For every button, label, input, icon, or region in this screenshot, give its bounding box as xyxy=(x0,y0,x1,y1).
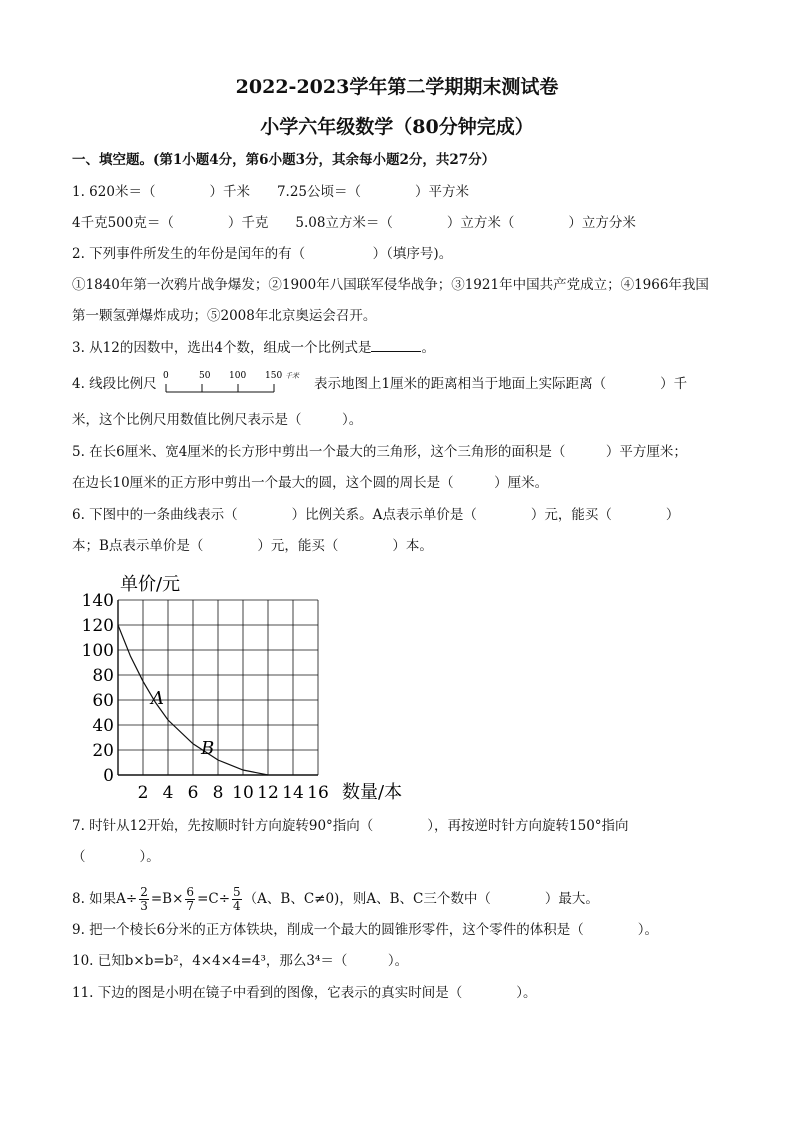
section-heading: 一、填空题。(第1小题4分，第6小题3分，其余每小题2分，共27分） xyxy=(72,152,496,168)
y-tick-label: 100 xyxy=(81,641,114,661)
scale-label-150: 150 xyxy=(265,371,283,381)
y-tick-label: 60 xyxy=(92,691,114,711)
x-tick-label: 10 xyxy=(232,783,254,803)
scale-label-0: 0 xyxy=(163,371,169,381)
page-subtitle: 小学六年级数学（80分钟完成） xyxy=(260,116,534,138)
x-tick-label: 6 xyxy=(187,783,199,803)
point-labels xyxy=(149,688,214,759)
question-7-line-1: 7. 时针从12开始，先按顺时针方向旋转90°指向（ ），再按逆时针方向旋转150°指向 xyxy=(72,818,629,834)
y-axis-ticks xyxy=(82,591,114,786)
y-tick-label: 0 xyxy=(103,766,114,786)
question-8-part-c: =C÷ xyxy=(197,891,231,907)
y-tick-label: 80 xyxy=(92,666,114,686)
x-tick-label: 12 xyxy=(257,783,279,803)
page-title: 2022-2023学年第二学期期末测试卷 xyxy=(235,76,559,98)
fraction-2-3 xyxy=(139,886,149,913)
denominator: 7 xyxy=(186,899,195,913)
x-tick-label: 4 xyxy=(162,783,174,803)
y-tick-label: 140 xyxy=(81,591,114,611)
question-8-part-d: （A、B、C≠0)，则A、B、C三个数中（ ）最大。 xyxy=(243,891,599,907)
y-axis-label: 单价/元 xyxy=(120,574,181,595)
x-tick-label: 2 xyxy=(137,783,149,803)
question-7-line-2: （ ）。 xyxy=(72,849,160,865)
scale-label-50: 50 xyxy=(199,371,211,381)
point-label-a: A xyxy=(151,688,164,709)
question-10: 10. 已知b×b=b²，4×4×4=4³，那么3⁴＝（ ）。 xyxy=(72,953,409,969)
question-2-line-3: 第一颗氢弹爆炸成功；⑤2008年北京奥运会召开。 xyxy=(72,308,377,324)
y-tick-label: 20 xyxy=(92,741,114,761)
graph-grid xyxy=(118,600,318,775)
y-tick-label: 120 xyxy=(81,616,114,636)
question-4-prefix: 4. 线段比例尺 xyxy=(72,376,157,392)
question-2-line-2: ①1840年第一次鸦片战争爆发；②1900年八国联军侵华战争；③1921年中国共产党成立；④1966年我国 xyxy=(72,277,709,293)
x-axis-label: 数量/本 xyxy=(342,782,403,803)
x-tick-label: 14 xyxy=(282,783,304,803)
scale-unit: 千米 xyxy=(285,372,299,380)
fraction-5-4 xyxy=(232,886,242,913)
point-label-b: B xyxy=(201,738,215,759)
question-9: 9. 把一个棱长6分米的正方体铁块，削成一个最大的圆锥形零件，这个零件的体积是（ ）。 xyxy=(72,922,659,938)
numerator: 6 xyxy=(186,885,195,899)
denominator: 4 xyxy=(233,899,241,913)
question-3-end: 。 xyxy=(421,340,435,356)
question-4-line-2: 米，这个比例尺用数值比例尺表示是（ ）。 xyxy=(72,412,363,428)
question-1-line-2: 4千克500克＝（ ）千克 5.08立方米＝（ ）立方米（ ）立方分米 xyxy=(72,215,636,231)
answer-blank xyxy=(371,339,421,352)
question-11: 11. 下边的图是小明在镜子中看到的图像，它表示的真实时间是（ ）。 xyxy=(72,985,537,1001)
scale-label-100: 100 xyxy=(229,371,247,381)
question-5-line-2: 在边长10厘米的正方形中剪出一个最大的圆，这个圆的周长是（ ）厘米。 xyxy=(72,475,549,491)
numerator: 2 xyxy=(140,885,148,899)
question-4-suffix: 表示地图上1厘米的距离相当于地面上实际距离（ ）千 xyxy=(314,376,688,392)
scale-bar xyxy=(163,368,313,402)
question-8 xyxy=(72,884,599,914)
x-tick-label: 8 xyxy=(212,783,224,803)
price-quantity-graph xyxy=(78,568,418,808)
question-5-line-1: 5. 在长6厘米、宽4厘米的长方形中剪出一个最大的三角形，这个三角形的面积是（ ）平方厘米； xyxy=(72,444,687,460)
question-8-part-a: 8. 如果A÷ xyxy=(72,891,138,907)
question-1-line-1: 1. 620米＝（ ）千米 7.25公顷＝（ ）平方米 xyxy=(72,184,469,200)
x-tick-label: 16 xyxy=(307,783,329,803)
y-tick-label: 40 xyxy=(92,716,114,736)
question-2-line-1: 2. 下列事件所发生的年份是闰年的有（ ）（填序号)。 xyxy=(72,246,453,262)
question-6-line-2: 本；B点表示单价是（ ）元，能买（ ）本。 xyxy=(72,538,433,554)
fraction-6-7 xyxy=(185,886,195,913)
denominator: 3 xyxy=(140,899,148,913)
question-6-line-1: 6. 下图中的一条曲线表示（ ）比例关系。A点表示单价是（ ）元，能买（ ） xyxy=(72,507,680,523)
x-axis-ticks xyxy=(138,783,329,803)
question-8-part-b: =B× xyxy=(150,891,184,907)
question-3 xyxy=(72,339,435,357)
question-3-text: 3. 从12的因数中，选出4个数，组成一个比例式是 xyxy=(72,340,372,356)
numerator: 5 xyxy=(233,885,241,899)
